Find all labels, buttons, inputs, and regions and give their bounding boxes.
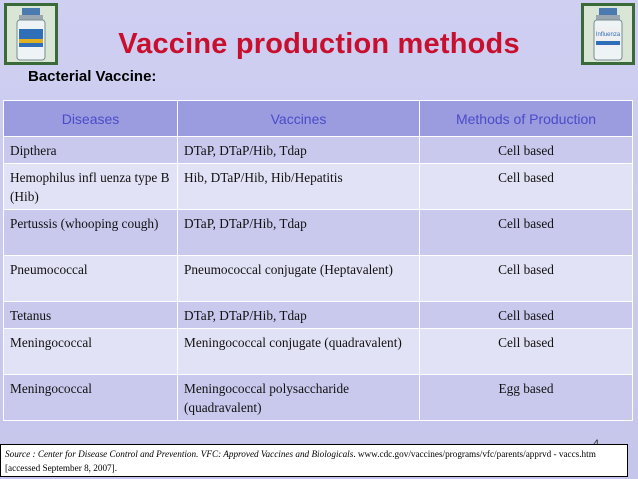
- disease-cell: Pneumococcal: [4, 256, 178, 302]
- header-methods: Methods of Production: [420, 101, 633, 137]
- table-row: [4, 375, 633, 421]
- method-cell: Egg based: [420, 375, 633, 421]
- source-citation-title: Center for Disease Control and Prevention. VFC: Approved Vaccines and Biologicals: [37, 449, 354, 459]
- source-url: . www.cdc.gov/vaccines/programs/vfc/parents/apprvd - vaccs.htm [accessed September 8, 2007].: [5, 449, 596, 473]
- method-cell: Cell based: [420, 164, 633, 210]
- source-citation: [0, 444, 628, 477]
- table-row: [4, 329, 633, 375]
- vaccine-cell: DTaP, DTaP/Hib, Tdap: [178, 137, 420, 164]
- method-cell: Cell based: [420, 256, 633, 302]
- table-row: [4, 210, 633, 256]
- method-cell: Cell based: [420, 329, 633, 375]
- disease-cell: Meningococcal: [4, 375, 178, 421]
- disease-cell: Tetanus: [4, 302, 178, 329]
- disease-cell: Hemophilus infl uenza type B (Hib): [4, 164, 178, 210]
- slide-subtitle: Bacterial Vaccine:: [28, 68, 157, 85]
- vial-label: Influenza: [595, 32, 621, 38]
- disease-cell: Dipthera: [4, 137, 178, 164]
- vaccine-table: [3, 100, 633, 421]
- vaccine-cell: DTaP, DTaP/Hib, Tdap: [178, 210, 420, 256]
- vaccine-cell: Hib, DTaP/Hib, Hib/Hepatitis: [178, 164, 420, 210]
- table-row: [4, 256, 633, 302]
- table-row: [4, 302, 633, 329]
- method-cell: Cell based: [420, 302, 633, 329]
- method-cell: Cell based: [420, 137, 633, 164]
- source-prefix: Source :: [5, 449, 38, 459]
- method-cell: Cell based: [420, 210, 633, 256]
- vaccine-cell: Pneumococcal conjugate (Heptavalent): [178, 256, 420, 302]
- header-diseases: Diseases: [4, 101, 178, 137]
- vaccine-cell: Meningococcal polysaccharide (quadravalent): [178, 375, 420, 421]
- table-header-row: [4, 101, 633, 137]
- disease-cell: Meningococcal: [4, 329, 178, 375]
- table-row: [4, 164, 633, 210]
- table-row: [4, 137, 633, 164]
- vaccine-cell: Meningococcal conjugate (quadravalent): [178, 329, 420, 375]
- disease-cell: Pertussis (whooping cough): [4, 210, 178, 256]
- vaccine-cell: DTaP, DTaP/Hib, Tdap: [178, 302, 420, 329]
- slide-title: Vaccine production methods: [118, 28, 520, 60]
- header-vaccines: Vaccines: [178, 101, 420, 137]
